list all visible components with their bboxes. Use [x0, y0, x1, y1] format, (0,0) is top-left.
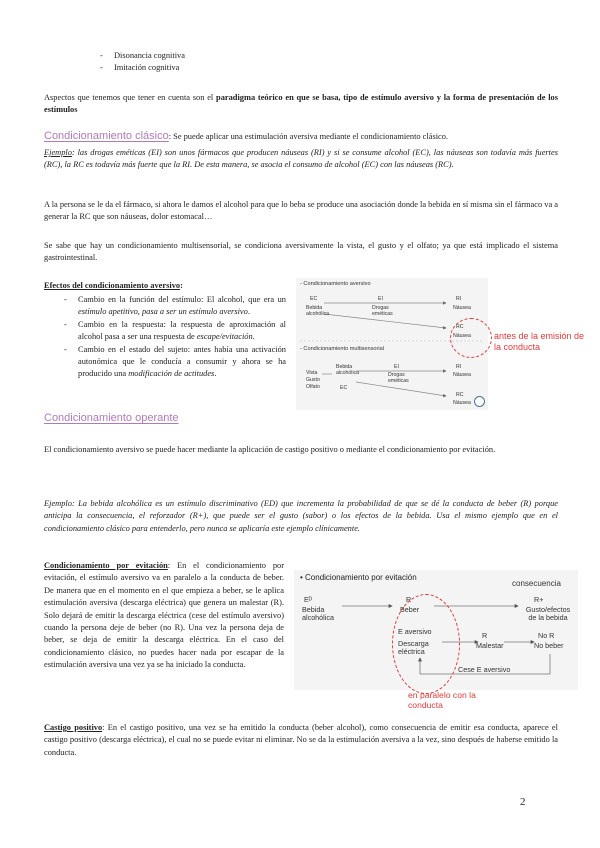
effects-title: Efectos del condicionamiento aversivo: [44, 281, 181, 290]
page-number: 2: [520, 796, 526, 808]
fig2-ed: Eᴰ: [304, 595, 313, 604]
fig1-ei: EI: [378, 296, 383, 302]
aspects-bold: paradigma teórico en que se basa, tipo de estímulo aversivo y la forma de presentación de los estímulos: [44, 93, 558, 115]
avoidance-text: : En el condicionamiento por evitación, el estímulo aversivo va en paralelo a la conducta de beber. De manera que en el momento en el que empieza a beber, se le aplica estimulación aversiva (descarga eléctrica) que genera un malestar (R). Solo dejará de emitir la descarga eléctrica (cese del estímulo aversivo) cuando la persona deje de beber (no R). Una vez la persona deja de beber, se deja de emitir la descarga eléctrica. En el caso del condicionamiento clásico, no puedes hacer nada por escapar de la estimulación aversiva una vez ya se ha iniciado la conducta.: [44, 561, 284, 670]
fig1-drogas: Drogas eméticas: [372, 305, 393, 317]
highlight-circle: [450, 318, 492, 358]
fig1-nauseas2: Náusea: [453, 372, 471, 378]
aspects-intro: Aspectos que tenemos que tener en cuenta son el: [44, 93, 217, 102]
list-item: - Imitación cognitiva: [96, 62, 396, 74]
fig1-ec: EC: [310, 296, 318, 302]
effects-list: [60, 294, 286, 381]
fig2-title: • Condicionamiento por evitación: [300, 573, 417, 582]
fig1-ri: RI: [456, 296, 462, 302]
aspects-paragraph: [44, 92, 558, 117]
top-bullet-list: [96, 50, 396, 75]
fig1-bebida: Bebida alcohólica: [306, 305, 330, 317]
fig1-ri2: RI: [456, 364, 462, 370]
classical-paragraph-1: A la persona se le da el fármaco, si ahora le damos el alcohol para que lo beba se produce una asociación donde la bebida en sí misma sin el fármaco va a generar la RC que son náuseas, dolor estomacal…: [44, 200, 558, 222]
classical-example: [44, 147, 558, 172]
fig2-gusto: Gusto/efectos de la bebida: [525, 605, 571, 622]
example-label: Ejemplo: [44, 148, 72, 157]
classical-paragraph-2: Se sabe que hay un condicionamiento multisensorial, se condiciona aversivamente la vista, el gusto y el olfato; ya que está implicado el sistema gastrointestinal.: [44, 241, 558, 263]
fig1-drogas2: Drogas eméticas: [388, 372, 409, 384]
classical-heading-suffix: : Se puede aplicar una estimulación aversiva mediante el condicionamiento clásico.: [168, 132, 449, 141]
fig1-note: antes de la emisión de la conducta: [494, 331, 585, 352]
fig1-rc2: RC: [456, 392, 464, 398]
fig2-beber: Beber: [400, 605, 420, 614]
fig1-bebida2: Bebida alcohólica: [336, 364, 360, 376]
parallel-highlight-circle: [392, 594, 460, 694]
punishment-text: : En el castigo positivo, una vez se ha emitido la conducta (beber alcohol), como consecuencia de emitir esa conducta, aparece el castigo positivo (descarga eléctrica), el cual no se puede evitar ni eliminar. No se da la estimulación aversiva a la vez, sino después de haberse emitido la conducta.: [44, 723, 558, 757]
fig2-r: R: [406, 595, 412, 604]
operant-example: Ejemplo: La bebida alcohólica es un estímulo discriminativo (ED) que incrementa la probabilidad de que se dé la conducta de beber (R) porque anticipa la consecuencia, el reforzador (R+), que puede ser el gusto (sabor) o los efectos de la bebida. Usa el mismo ejemplo que en el condicionamiento clásico para entenderlo, pero nunca se aplicaría este ejemplo clínicamente.: [44, 499, 558, 533]
fig1-gusto: Gusto: [306, 377, 320, 383]
classical-heading-line: [44, 130, 558, 143]
fig2-eav: E aversivo: [398, 627, 432, 636]
effects-title-line: Efectos del condicionamiento aversivo:: [44, 281, 183, 290]
fig1-ec2: EC: [340, 385, 348, 391]
avoidance-title: Condicionamiento por evitación: [44, 561, 168, 570]
fig2-descarga: Descarga eléctrica: [398, 639, 429, 656]
fig1-rc-nauseas: Náusea: [453, 333, 471, 339]
operant-paragraph-1: El condicionamiento aversivo se puede hacer mediante la aplicación de castigo positivo o mediante el condicionamiento por evitación.: [44, 445, 496, 454]
fig2-note: en paralelo con la conducta: [408, 690, 476, 710]
fig1-vista: Vista: [306, 370, 318, 376]
punishment-paragraph: [44, 722, 558, 759]
list-item: - Cambio en la respuesta: la respuesta de aproximación al alcohol pasa a ser una respuesta de escape/evitación.: [60, 319, 286, 344]
fig2-malestar: Malestar: [476, 641, 504, 650]
fig2-rplus: R+: [534, 595, 544, 604]
clock-icon: [474, 396, 485, 407]
fig1-title-a: - Condicionamiento aversivo: [300, 281, 371, 287]
fig2-cese: Cese E aversivo: [458, 665, 511, 674]
example-text: : las drogas eméticas (EI) son unos fármacos que producen náuseas (RI) y si se consume alcohol (EC), las náuseas son todavía más fuertes (RC), la RC es todavía más fuerte que la RI. De esta manera, se asocia el consumo de alcohol (EC) con las náuseas (RC).: [44, 148, 558, 170]
fig1-rc: RC: [456, 324, 464, 330]
list-item: - Cambio en el estado del sujeto: antes había una activación autonómica que le conducía a consumir y ahora se ha producido una modificación de actitudes.: [60, 344, 286, 381]
operant-heading: Condicionamiento operante: [44, 412, 179, 424]
fig1-rc-nauseas2: Náusea: [453, 400, 471, 406]
punishment-title: Castigo positivo: [44, 723, 103, 732]
list-item: - Cambio en la función del estímulo: El alcohol, que era un estímulo apetitivo, pasa a ser un estímulo aversivo.: [60, 294, 286, 319]
fig2-nor: No R: [538, 631, 555, 640]
avoidance-paragraph: [44, 560, 284, 672]
fig1-ei2: EI: [394, 364, 399, 370]
fig1-olfato: Olfato: [306, 384, 320, 390]
operant-heading-line: [44, 412, 558, 425]
fig2-consecuencia: consecuencia: [512, 579, 561, 588]
fig2-nobeber: No beber: [534, 641, 564, 650]
fig1-title-b: - Condicionamiento multisensorial: [300, 346, 384, 352]
classical-heading: Condicionamiento clásico: [44, 130, 169, 142]
fig2-bebida: Bebida alcohólica: [302, 605, 334, 622]
fig1-nauseas: Náusea: [453, 305, 471, 311]
list-item: - Disonancia cognitiva: [96, 50, 396, 62]
fig2-r2: R: [482, 631, 488, 640]
